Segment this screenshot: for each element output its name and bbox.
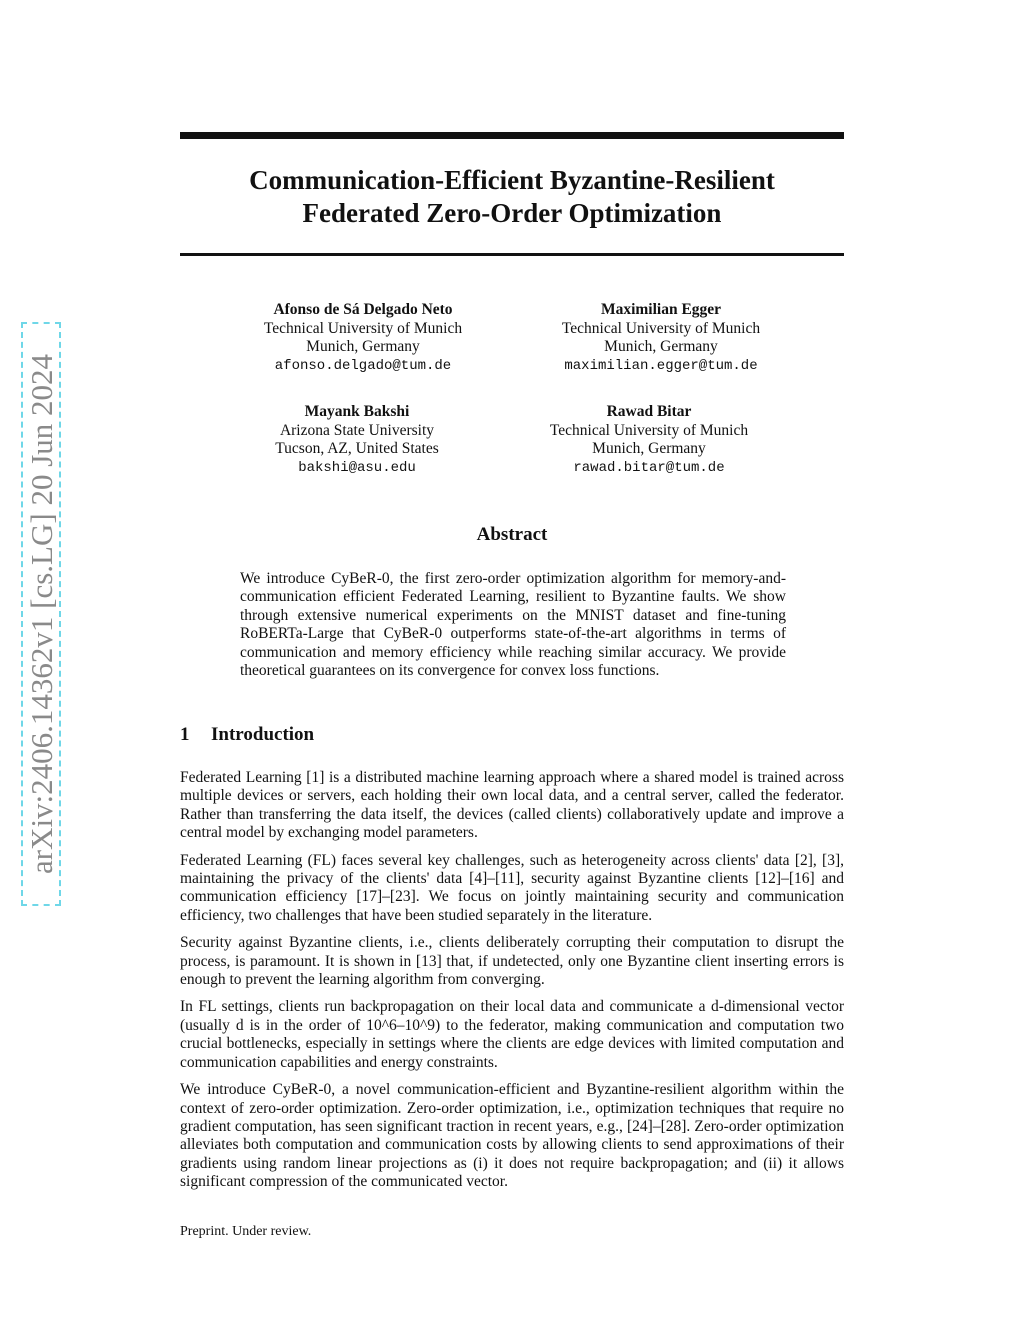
- body-paragraph: Security against Byzantine clients, i.e., clients deliberately corrupting their computation to disrupt the process, is paramount. It is shown in [13] that, if undetected, only one Byzantine client inserting errors is enough to prevent the learning algorithm from converging.: [180, 934, 844, 989]
- author-name: Afonso de Sá Delgado Neto: [273, 301, 453, 318]
- title-top-rule: [180, 132, 844, 139]
- author-block: [499, 403, 799, 477]
- author-block: [207, 403, 507, 477]
- author-block: [511, 301, 811, 375]
- author-name: Rawad Bitar: [606, 403, 692, 420]
- title-line-2: Federated Zero-Order Optimization: [302, 198, 722, 228]
- author-email[interactable]: bakshi@asu.edu: [298, 459, 416, 476]
- author-email[interactable]: rawad.bitar@tum.de: [573, 459, 725, 476]
- introduction-body: [180, 769, 844, 1201]
- author-name: Maximilian Egger: [600, 301, 722, 318]
- author-email[interactable]: maximilian.egger@tum.de: [564, 357, 758, 374]
- preprint-footer: Preprint. Under review.: [180, 1224, 312, 1239]
- body-paragraph: We introduce CyBeR-0, a novel communication-efficient and Byzantine-resilient algorithm within the context of zero-order optimization. Zero-order optimization, i.e., optimization techniques that require no gradient computation, has seen significant traction in recent years, e.g., [24]–[28]. Zero-order optimization alleviates both computation and communication costs by allowing clients to send approximations of their gradients using random linear projections as (i) it does not require backpropagation; and (ii) it allows significant compression of the communicated vector.: [180, 1081, 844, 1191]
- author-affiliation: Arizona State University: [279, 421, 435, 439]
- title-bottom-rule: [180, 253, 844, 256]
- body-paragraph: Federated Learning (FL) faces several key challenges, such as heterogeneity across clients' data [2], [3], maintaining the privacy of the clients' data [4]–[11], security against Byzantine clients [12]–[16] and communication efficiency [17]–[23]. We focus on jointly maintaining security and communication efficiency, two challenges that have been studied separately in the literature.: [180, 851, 844, 924]
- author-location: Munich, Germany: [604, 338, 718, 355]
- author-affiliation: Technical University of Munich: [263, 319, 463, 337]
- author-affiliation: Technical University of Munich: [549, 421, 749, 439]
- author-email[interactable]: afonso.delgado@tum.de: [274, 357, 452, 374]
- section-title: Introduction: [211, 724, 315, 745]
- body-paragraph: Federated Learning [1] is a distributed machine learning approach where a shared model is trained across multiple devices or servers, each holding their own local data, and a central server, called the federator. Rather than transferring the data itself, the devices (called clients) collaboratively update and improve a central model by exchanging model parameters.: [180, 769, 844, 842]
- abstract-heading: Abstract: [476, 524, 548, 545]
- author-affiliation: Technical University of Munich: [561, 319, 761, 337]
- author-block: [213, 301, 513, 375]
- abstract-text: We introduce CyBeR-0, the first zero-order optimization algorithm for memory-and-communication efficient Federated Learning, resilient to Byzantine faults. We show through extensive numerical experiments on the MNIST dataset and fine-tuning RoBERTa-Large that CyBeR-0 outperforms state-of-the-art algorithms in terms of communication and memory efficiency while reaching similar accuracy. We provide theoretical guarantees on its convergence for convex loss functions.: [240, 570, 786, 680]
- author-name: Mayank Bakshi: [304, 403, 410, 420]
- author-location: Munich, Germany: [306, 338, 420, 355]
- body-paragraph: In FL settings, clients run backpropagation on their local data and communicate a d-dimensional vector (usually d is in the order of 10^6–10^9) to the federator, making communication and computation two crucial bottlenecks, especially in settings where the clients are edge devices with limited computation and communication capabilities and energy constraints.: [180, 998, 844, 1071]
- arxiv-identifier-stamp: arXiv:2406.14362v1 [cs.LG] 20 Jun 2024: [24, 353, 59, 875]
- paper-title: [180, 164, 844, 230]
- title-line-1: Communication-Efficient Byzantine-Resilient: [249, 165, 775, 195]
- section-number: 1: [180, 724, 190, 745]
- author-location: Munich, Germany: [592, 440, 706, 457]
- author-location: Tucson, AZ, United States: [275, 440, 439, 457]
- section-heading: [180, 724, 314, 746]
